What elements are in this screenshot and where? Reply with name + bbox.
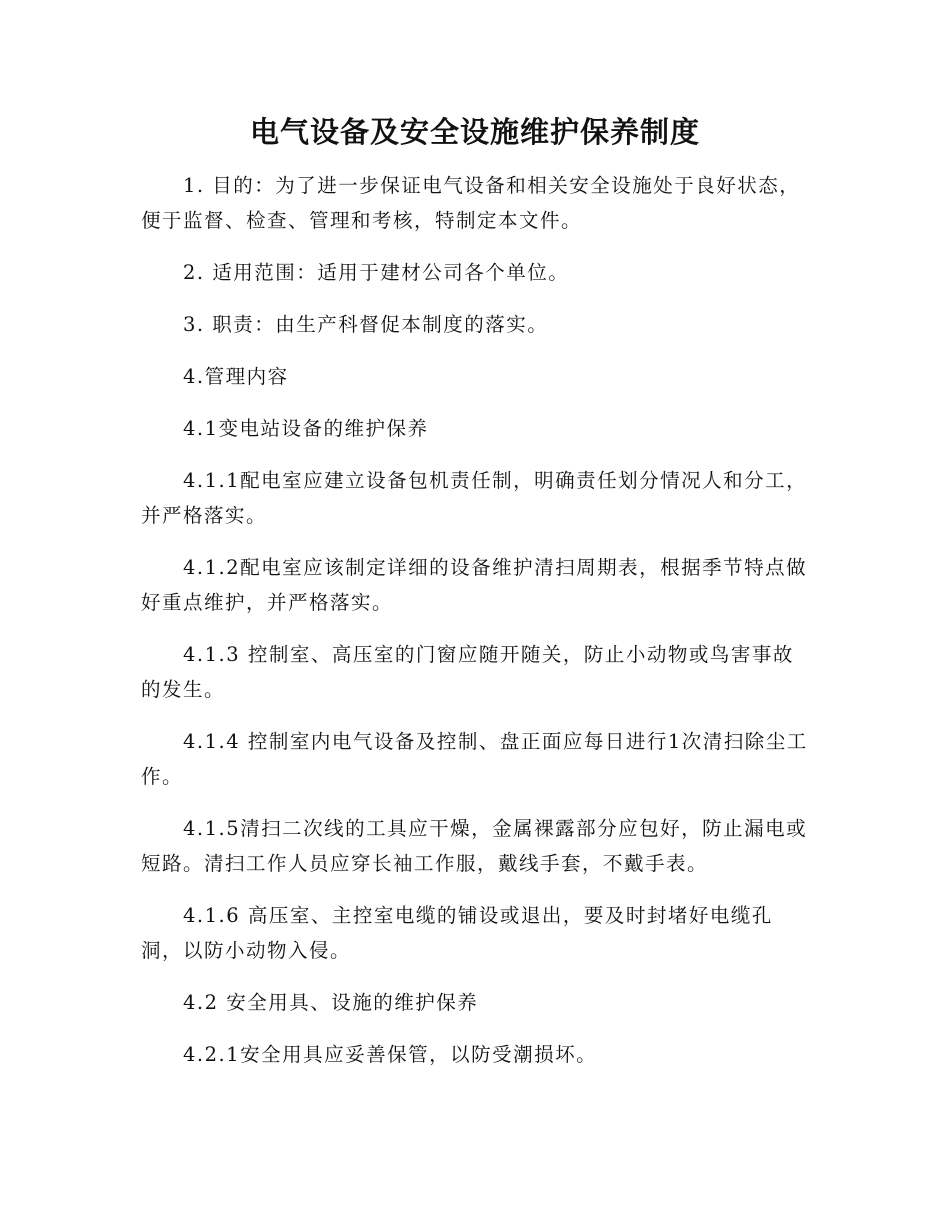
- paragraph-4-1-6: 4.1.6 高压室、主控室电缆的铺设或退出，要及时封堵好电缆孔洞，以防小动物入侵。: [141, 904, 773, 962]
- paragraph-4-1-2: 4.1.2配电室应该制定详细的设备维护清扫周期表，根据季节特点做好重点维护，并严格落实。: [141, 556, 808, 614]
- paragraph-section-4-1: 4.1变电站设备的维护保养: [183, 417, 429, 440]
- document-body: [141, 168, 811, 1089]
- paragraph-4-1-1: 4.1.1配电室应建立设备包机责任制，明确责任划分情况人和分工，并严格落实。: [141, 469, 808, 527]
- paragraph-responsibility: 3. 职责：由生产科督促本制度的落实。: [183, 313, 549, 336]
- paragraph-4-2-1: 4.2.1安全用具应妥善保管，以防受潮损坏。: [183, 1043, 598, 1066]
- paragraph-scope: 2. 适用范围：适用于建材公司各个单位。: [183, 261, 570, 284]
- paragraph-4-1-4: 4.1.4 控制室内电气设备及控制、盘正面应每日进行1次清扫除尘工作。: [141, 730, 808, 788]
- paragraph-purpose: 1. 目的：为了进一步保证电气设备和相关安全设施处于良好状态，便于监督、检查、管理和考核，特制定本文件。: [141, 174, 801, 232]
- paragraph-4-1-3: 4.1.3 控制室、高压室的门窗应随开随关，防止小动物或鸟害事故的发生。: [141, 643, 794, 701]
- paragraph-4-1-5: 4.1.5清扫二次线的工具应干燥，金属裸露部分应包好，防止漏电或短路。清扫工作人员应穿长袖工作服，戴线手套，不戴手表。: [141, 817, 808, 875]
- document-title: 电气设备及安全设施维护保养制度: [249, 115, 700, 149]
- paragraph-section-4-2: 4.2 安全用具、设施的维护保养: [183, 991, 479, 1014]
- paragraph-management-content: 4.管理内容: [183, 365, 289, 388]
